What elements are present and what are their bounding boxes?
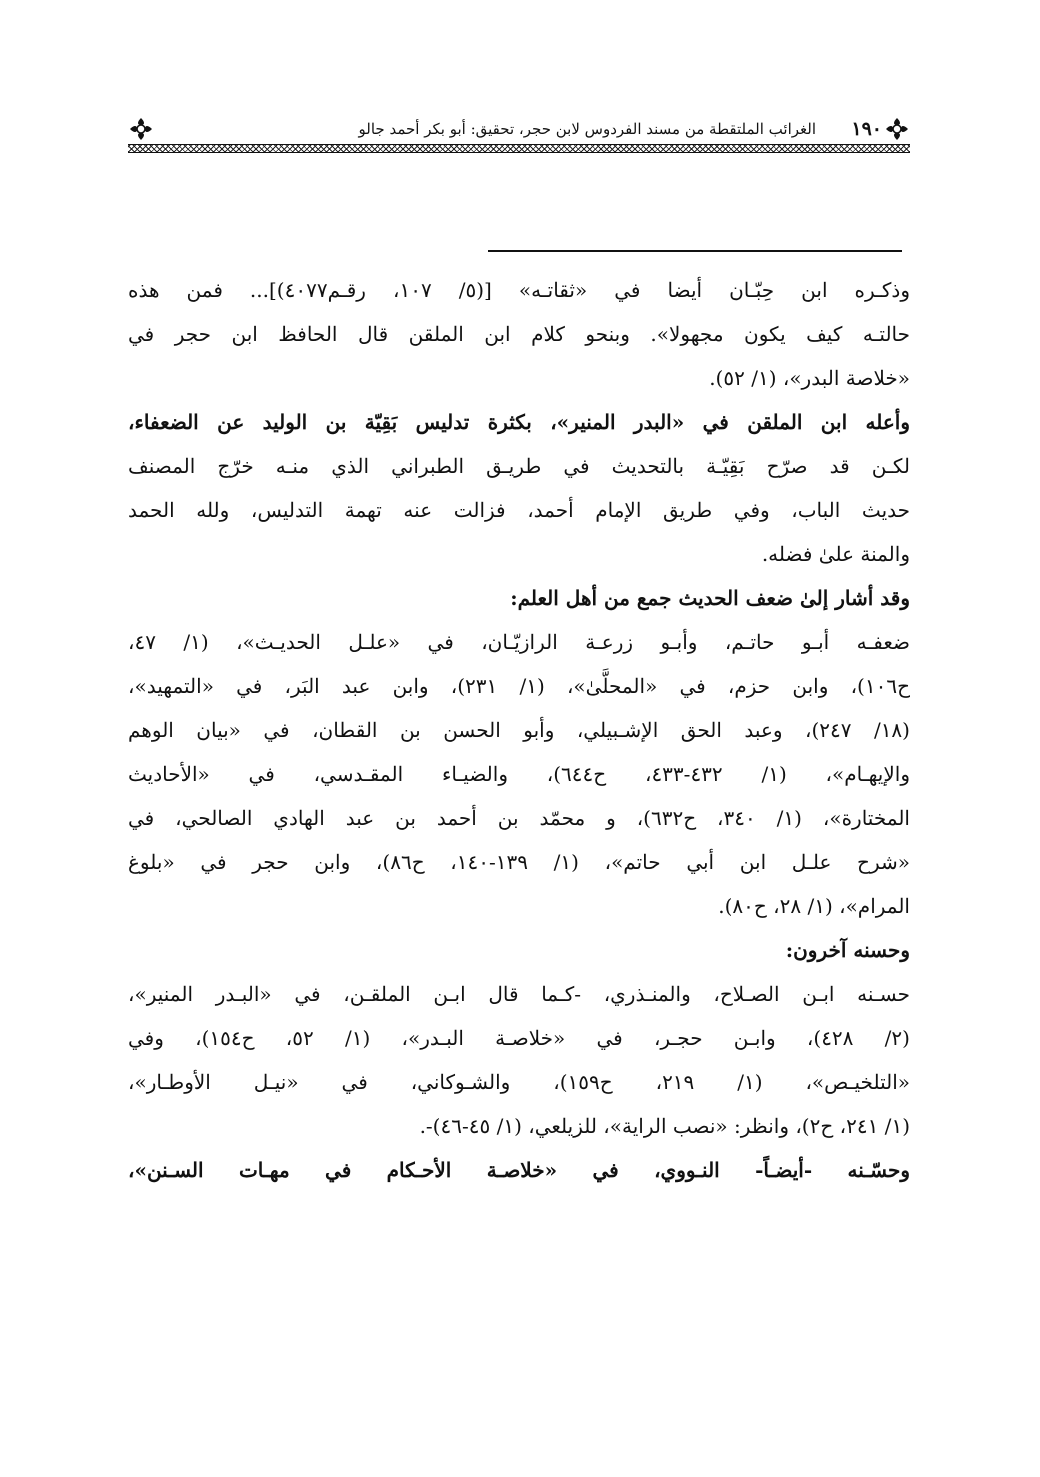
text-line: (١/ ٢٤١، ح٢)، وانظر: «نصب الراية»، للزيلعي، (١/ ٤٥-٤٦)-. — [419, 1114, 910, 1138]
floral-ornament-icon — [884, 116, 910, 142]
header-ornamental-rule — [128, 144, 910, 153]
footnote-separator — [488, 250, 902, 252]
text-line: لكـن قد صرّح بَقِيّـة بالتحديث في طريـق الطبراني الذي منـه خرّج المصنف — [128, 454, 910, 478]
running-title: الغرائب الملتقطة من مسند الفردوس لابن حجر، تحقيق: أبو بكر أحمد جالو — [358, 120, 816, 138]
text-line: «شرح علـل ابن أبي حاتم»، (١/ ١٣٩-١٤٠، ح٨٦)، وابن حجر في «بلوغ — [128, 850, 910, 874]
section-heading: وحسنه آخرون: — [785, 938, 910, 962]
text-line: وأعله ابن الملقن في «البدر المنير»، بكثرة تدليس بَقِيّة بن الوليد عن الضعفاء، — [128, 410, 910, 434]
text-line: «التلخيـص»، (١/ ٢١٩، ح١٥٩)، والشـوكاني، في «نيـل الأوطـار»، — [128, 1070, 910, 1094]
text-line: حسـنه ابـن الصـلاح، والمنـذري، -كـما قال ابـن الملقـن، في «البـدر المنير»، — [128, 982, 910, 1006]
text-line: حديث الباب، وفي طريق الإمام أحمد، فزالت عنه تهمة التدليس، ولله الحمد — [128, 498, 910, 522]
text-line: حالتـه كيف يكون مجهولا». وبنحو كلام ابن الملقن قال الحافظ ابن حجر في — [128, 322, 910, 346]
text-line: (١٨/ ٢٤٧)، وعبد الحق الإشـبيلي، وأبو الحسن بن القطان، في «بيان الوهم — [128, 718, 910, 742]
text-line: ضعفـه أبـو حاتـم، وأبـو زرعـة الرازيّـان، في «علـل الحديـث»، (١/ ٤٧، — [128, 630, 910, 654]
text-line: «خلاصة البدر»، (١/ ٥٢). — [709, 366, 910, 390]
footnote-text — [128, 268, 910, 1192]
text-line: والمنة علىٰ فضله. — [761, 542, 910, 566]
text-line: المختارة»، (١/ ٣٤٠، ح٦٣٢)، و محمّد بن أحمد بن عبد الهادي الصالحي، في — [128, 806, 910, 830]
floral-ornament-icon — [128, 116, 154, 142]
text-line: ح١٠٦)، وابن حزم، في «المحلَّىٰ»، (١/ ٢٣١)، وابن عبد البَر، في «التمهيد»، — [128, 674, 910, 698]
text-line: والإيهـام»، (١/ ٤٣٢-٤٣٣، ح٦٤٤)، والضيـاء المقـدسي، في «الأحاديث — [128, 762, 910, 786]
section-heading: وقد أشار إلىٰ ضعف الحديث جمع من أهل العلم: — [510, 586, 910, 610]
text-line: (٢/ ٤٢٨)، وابـن حجـر، في «خلاصـة البـدر»، (١/ ٥٢، ح١٥٤)، وفي — [128, 1026, 910, 1050]
text-line: المرام»، (١/ ٢٨، ح٨٠). — [718, 894, 910, 918]
text-line: وحسّـنه -أيضـاً- النـووي، في «خلاصـة الأحـكام في مهـات السـنن»، — [128, 1158, 910, 1182]
page-header — [128, 108, 910, 156]
text-line: وذكـره ابن حِبّـان أيضا في «ثقاتـه» [(٥/ ١٠٧، رقـم٤٠٧٧)]... فمن هذه — [128, 278, 910, 302]
page-number: ١٩٠ — [851, 118, 882, 140]
